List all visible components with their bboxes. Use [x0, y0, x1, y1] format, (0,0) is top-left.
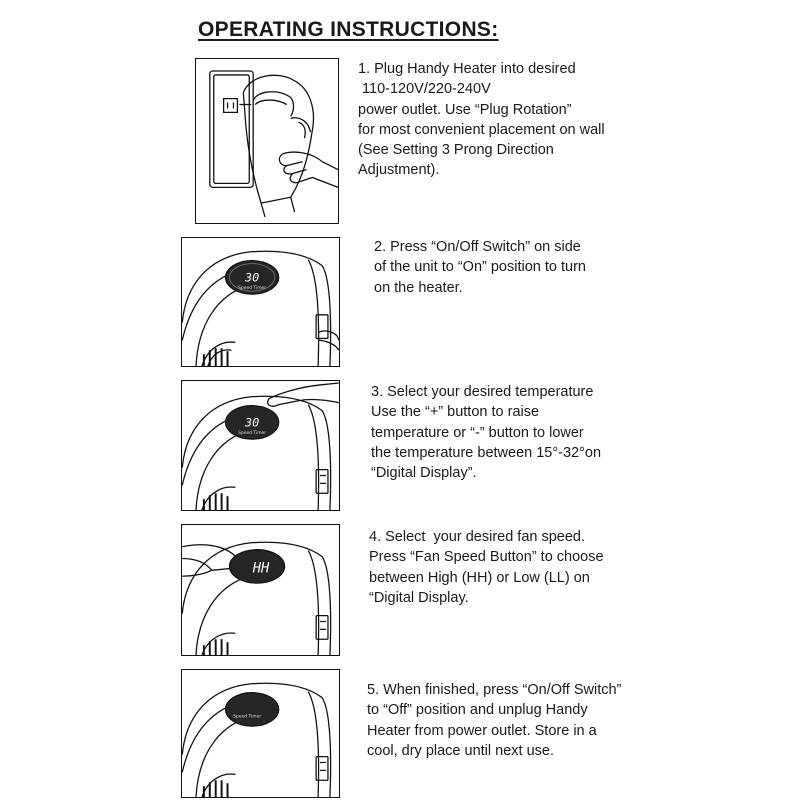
step-2-illustration — [181, 237, 340, 367]
step-line: the temperature between 15°-32°on — [371, 444, 602, 461]
heater-temperature-buttons-drawing — [182, 381, 339, 510]
step-line: power outlet. Use “Plug Rotation” — [358, 101, 572, 118]
display-labels: Speed Timer — [238, 286, 267, 292]
step-line: Press “Fan Speed Button” to choose — [369, 549, 604, 566]
step-line: of the unit to “On” position to turn — [374, 259, 586, 276]
step-line: Heater from power outlet. Store in a — [367, 722, 597, 739]
step-line: for most convenient placement on wall — [358, 121, 605, 138]
digital-display-readout: 30 — [245, 415, 260, 430]
step-line: 110-120V/220-240V — [358, 81, 491, 98]
step-line: 4. Select your desired fan speed. — [369, 529, 586, 545]
step-line: (See Setting 3 Prong Direction — [358, 142, 554, 159]
step-4-illustration — [181, 524, 340, 656]
step-4-text — [369, 527, 604, 608]
step-line: 2. Press “On/Off Switch” on side — [374, 239, 581, 255]
display-labels: Speed Timer — [233, 714, 262, 720]
step-line: temperature or “-” button to lower — [371, 424, 584, 441]
step-2-text — [374, 237, 586, 298]
step-line: 1. Plug Handy Heater into desired — [358, 61, 576, 77]
step-line: on the heater. — [374, 279, 463, 296]
step-line: “Digital Display”. — [371, 465, 477, 482]
step-1-illustration — [195, 58, 339, 224]
step-line: cool, dry place until next use. — [367, 742, 554, 759]
step-line: 5. When finished, press “On/Off Switch” — [367, 682, 622, 698]
step-line: Adjustment). — [358, 162, 440, 179]
step-line: Use the “+” button to raise — [371, 404, 540, 421]
heater-on-off-switch-drawing — [182, 238, 339, 366]
step-line: 3. Select your desired temperature — [371, 384, 594, 400]
step-3-text — [371, 382, 601, 483]
step-line: “Digital Display. — [369, 589, 469, 606]
heater-fan-speed-button-drawing — [182, 525, 339, 655]
page-title: OPERATING INSTRUCTIONS: — [198, 18, 499, 41]
step-5-text — [367, 680, 621, 761]
step-3-illustration — [181, 380, 340, 511]
step-line: between High (HH) or Low (LL) on — [369, 569, 590, 586]
heater-off-unplug-drawing — [182, 670, 339, 797]
digital-display-readout: 30 — [245, 270, 260, 285]
plug-heater-into-outlet-drawing — [196, 59, 338, 223]
step-line: to “Off” position and unplug Handy — [367, 702, 588, 719]
step-5-illustration — [181, 669, 340, 798]
display-labels: Speed Timer — [238, 431, 267, 437]
digital-display-readout: HH — [252, 560, 270, 577]
step-1-text — [358, 59, 605, 181]
